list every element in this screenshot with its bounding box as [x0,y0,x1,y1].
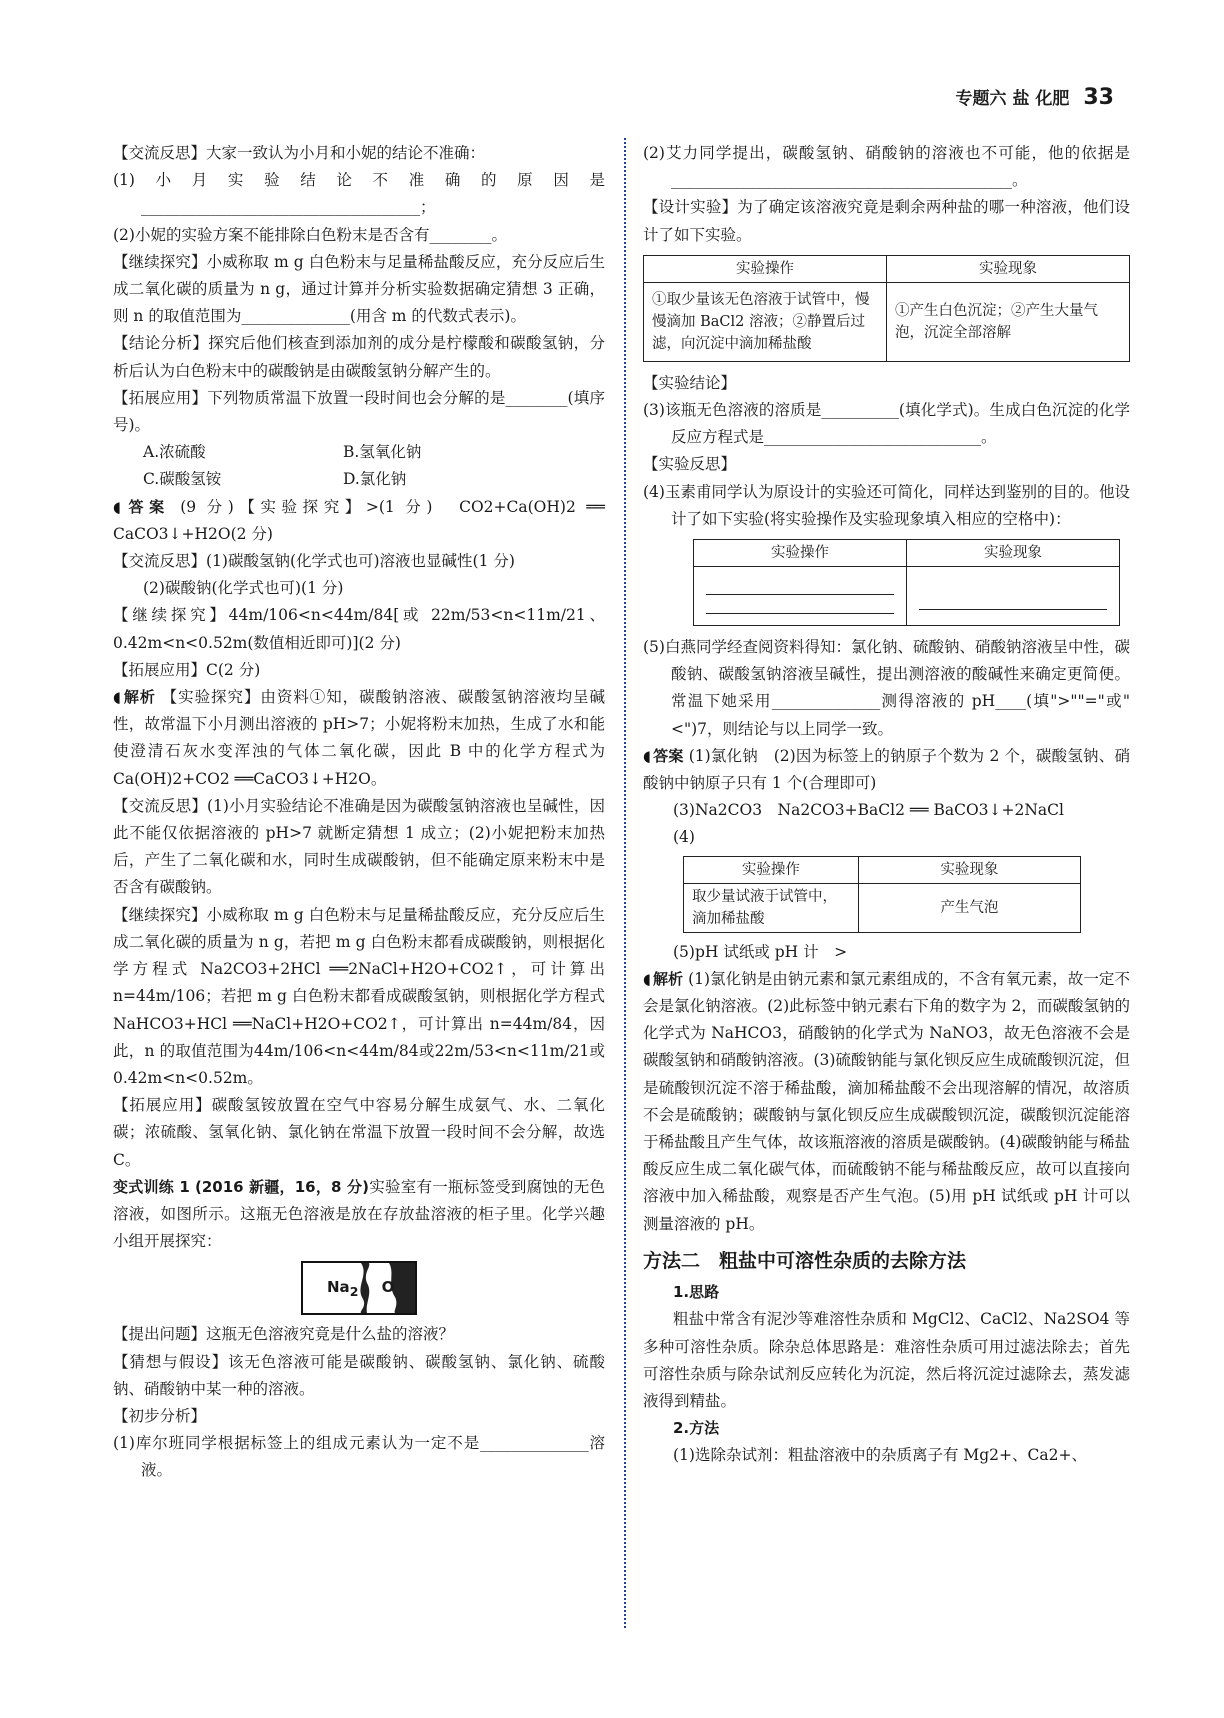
paragraph: 【继续探究】小威称取 m g 白色粉末与足量稀盐酸反应，充分反应后生成二氧化碳的质量为 n g，若把 m g 白色粉末都看成碳酸钠，则根据化学方程式 Na2CO3+2HCl ══2NaCl+H2O+CO2↑，可计算出 n=44m/106；若把 m g 白色粉末都看成碳酸氢钠，则根据化学方程式 NaHCO3+HCl ══NaCl+H2O+CO2↑，可计算出 n=44m/84，因此，n 的取值范围为44m/106<n<44m/84或22m/53<n<11m/21或0.42m<n<0.52m。 [113,905,605,1087]
left-column [113,140,605,1485]
answer-block [113,494,605,548]
table-row [684,883,1081,932]
table-cell: 产生气泡 [858,883,1080,932]
answer-text: (9 分)【实验探究】>(1 分) CO2+Ca(OH)2 ══ CaCO3↓+H2O(2 分) [113,497,605,543]
paragraph: 【实验反思】 [643,455,737,474]
explanation-text: 【实验探究】由资料①知，碳酸钠溶液、碳酸氢钠溶液均呈碱性，故常温下小月测出溶液的 pH>7；小妮将粉末加热，生成了水和能使澄清石灰水变浑浊的气体二氧化碳，因此 B 中的化学方程式为 Ca(OH)2+CO2 ══CaCO3↓+H2O。 [113,688,605,788]
paragraph: 【拓展应用】C(2 分) [113,660,261,679]
variant-text: 实验室有一瓶标签受到腐蚀的无色溶液，如图所示。这瓶无色溶液是放在存放盐溶液的柜子里。化学兴趣小组开展探究： [113,1177,605,1251]
table-cell: 取少量试液于试管中，滴加稀盐酸 [684,883,859,932]
paragraph: 粗盐中常含有泥沙等难溶性杂质和 MgCl2、CaCl2、Na2SO4 等多种可溶性杂质。除杂总体思路是：难溶性杂质可用过滤法除去；首先可溶性杂质与除杂试剂反应转化为沉淀，然后将沉淀过滤除去，蒸发滤液得到精盐。 [643,1310,1130,1410]
answer-blank-phenomenon[interactable] [907,567,1120,626]
table-row [694,567,1120,626]
explanation-label: ◖ 解析 [643,970,683,988]
paragraph: (2)碳酸钠(化学式也可)(1 分) [143,579,344,598]
paragraph: (4) [673,828,695,847]
paragraph: 【初步分析】 [113,1406,207,1425]
option-a: A.浓硫酸 [143,443,206,462]
paragraph: 【拓展应用】下列物质常温下放置一段时间也会分解的是________(填序号)。 [113,388,605,435]
explanation-block [643,966,1130,1238]
paragraph: (5)pH 试纸或 pH 计 > [673,942,848,961]
subsection-title: 2.方法 [673,1419,720,1438]
page-header [956,84,1114,110]
paragraph: 【提出问题】这瓶无色溶液究竟是什么盐的溶液？ [113,1325,455,1344]
option-c: C.碳酸氢铵 [143,470,222,489]
paragraph: 【继续探究】小威称取 m g 白色粉末与足量稀盐酸反应，充分反应后生成二氧化碳的质量为 n g，通过计算并分析实验数据确定猜想 3 正确，则 n 的取值范围为______________(用含 m 的代数式表示)。 [113,252,605,326]
variant-source: (2016 新疆，16，8 分) [194,1177,370,1196]
answer-label: ◖ 答案 [643,747,684,765]
paragraph: (5)白燕同学经查阅资料得知：氯化钠、硫酸钠、硝酸钠溶液呈中性，碳酸钠、碳酸氢钠溶液呈碱性，提出测溶液的酸碱性来确定更简便。常温下她采用______________测得溶液的 pH____(填">""="或"<")7，则结论与以上同学一致。 [643,638,1130,738]
paragraph: 【拓展应用】碳酸氢铵放置在空气中容易分解生成氨气、水、二氧化碳；浓硫酸、氢氧化钠、氯化钠在常温下放置一段时间不会分解，故选 C。 [113,1096,605,1169]
paragraph: (1)选除杂试剂：粗盐溶液中的杂质离子有 Mg2+、Ca2+、 [673,1446,1087,1465]
paragraph: (3)该瓶无色溶液的溶质是__________(填化学式)。生成白色沉淀的化学反应方程式是____________________________。 [643,401,1130,447]
variant-label: 变式训练 1 [113,1177,190,1196]
paragraph: (1)库尔班同学根据标签上的组成元素认为一定不是______________溶液。 [113,1434,605,1480]
table-header: 实验操作 [694,540,907,567]
explanation-text: (1)氯化钠是由钠元素和氯元素组成的，不含有氧元素，故一定不会是氯化钠溶液。(2)此标签中钠元素右下角的数字为 2，而碳酸氢钠的化学式为 NaHCO3，硝酸钠的化学式为 NaNO3，故无色溶液不会是碳酸氢钠和硝酸钠溶液。(3)硫酸钠能与氯化钡反应生成硫酸钡沉淀，但是硫酸钡沉淀不溶于稀盐酸，滴加稀盐酸不会出现溶解的情况，故溶质不会是硫酸钠；碳酸钠与氯化钡反应生成碳酸钡沉淀，碳酸钡沉淀能溶于稀盐酸且产生气体，故该瓶溶液的溶质是碳酸钠。(4)碳酸钠能与稀盐酸反应生成二氧化碳气体，而硫酸钠不能与稀盐酸反应，故可以直接向溶液中加入稀盐酸，观察是否产生气泡。(5)用 pH 试纸或 pH 计可以测量溶液的 pH。 [643,969,1130,1233]
answer-blank-operation[interactable] [694,567,907,626]
option-d: D.氯化钠 [343,470,407,489]
table-cell: ①产生白色沉淀；②产生大量气泡，沉淀全部溶解 [887,282,1130,361]
table-header: 实验现象 [907,540,1120,567]
paragraph: 【交流反思】大家一致认为小月和小妮的结论不准确： [113,144,486,162]
table-cell: ①取少量该无色溶液于试管中，慢慢滴加 BaCl2 溶液；②静置后过滤，向沉淀中滴加稀盐酸 [644,282,887,361]
table-header: 实验操作 [684,856,859,883]
header-title: 专题六 盐 化肥 [955,89,1070,109]
paragraph: 【实验结论】 [643,373,737,392]
paragraph: (2)小妮的实验方案不能排除白色粉末是否含有________。 [113,225,507,244]
paragraph: 【继续探究】44m/106<n<44m/84[或 22m/53<n<11m/21、0.42m<n<0.52m(数值相近即可)](2 分) [113,606,605,652]
paragraph: (1)小月实验结论不准确的原因是____________________________________； [113,171,605,217]
table-header: 实验现象 [887,255,1130,282]
table-header: 实验操作 [644,255,887,282]
label-na: Na [327,1278,350,1297]
paragraph: 【猜想与假设】该无色溶液可能是碳酸钠、碳酸氢钠、氯化钠、硫酸钠、硝酸钠中某一种的溶液。 [113,1352,605,1398]
right-column [643,140,1130,1470]
label-o: O [381,1278,395,1297]
paragraph: (4)玉素甫同学认为原设计的实验还可简化，同样达到鉴别的目的。他设计了如下实验(将实验操作及实验现象填入相应的空格中)： [643,482,1130,528]
label-subscript: 2 [349,1284,359,1300]
label-text [327,1274,394,1305]
experiment-table [643,255,1130,362]
section-title: 方法二 粗盐中可溶性杂质的去除方法 [643,1249,967,1272]
variant-exercise [113,1174,605,1256]
paragraph: (2)艾力同学提出，碳酸氢钠、硝酸钠的溶液也不可能，他的依据是____________________________________________。 [643,144,1130,190]
explanation-label: ◖ 解析 [113,688,156,706]
page-number: 33 [1083,85,1114,110]
column-divider [624,138,626,1628]
blank-experiment-table [693,539,1120,626]
paragraph: (3)Na2CO3 Na2CO3+BaCl2 ══ BaCO3↓+2NaCl [673,801,1064,820]
explanation-block [113,684,605,793]
answer-text: (1)氯化钠 (2)因为标签上的钠原子个数为 2 个，碳酸氢钠、硝酸钠中钠原子只有 1 个(合理即可) [643,746,1130,793]
corroded-label-figure [301,1261,417,1315]
table-header: 实验现象 [858,856,1080,883]
table-row [644,282,1130,361]
options [113,439,605,493]
answer-label: ◖ 答案 [113,498,170,516]
answer-table [683,856,1081,933]
option-b: B.氢氧化钠 [343,443,422,462]
paragraph: 【交流反思】(1)碳酸氢钠(化学式也可)溶液也显碱性(1 分) [113,552,515,571]
paragraph: 【设计实验】为了确定该溶液究竟是剩余两种盐的哪一种溶液，他们设计了如下实验。 [643,198,1130,244]
paragraph: 【交流反思】(1)小月实验结论不准确是因为碳酸氢钠溶液也呈碱性，因此不能仅依据溶液的 pH>7 就断定猜想 1 成立；(2)小妮把粉末加热后，产生了二氧化碳和水，同时生成碳酸钠，但不能确定原来粉末中是否含有碳酸钠。 [113,796,605,897]
paragraph: 【结论分析】探究后他们核查到添加剂的成分是柠檬酸和碳酸氢钠，分析后认为白色粉末中的碳酸钠是由碳酸氢钠分解产生的。 [113,334,605,380]
answer-block [643,743,1130,797]
subsection-title: 1.思路 [673,1283,720,1302]
